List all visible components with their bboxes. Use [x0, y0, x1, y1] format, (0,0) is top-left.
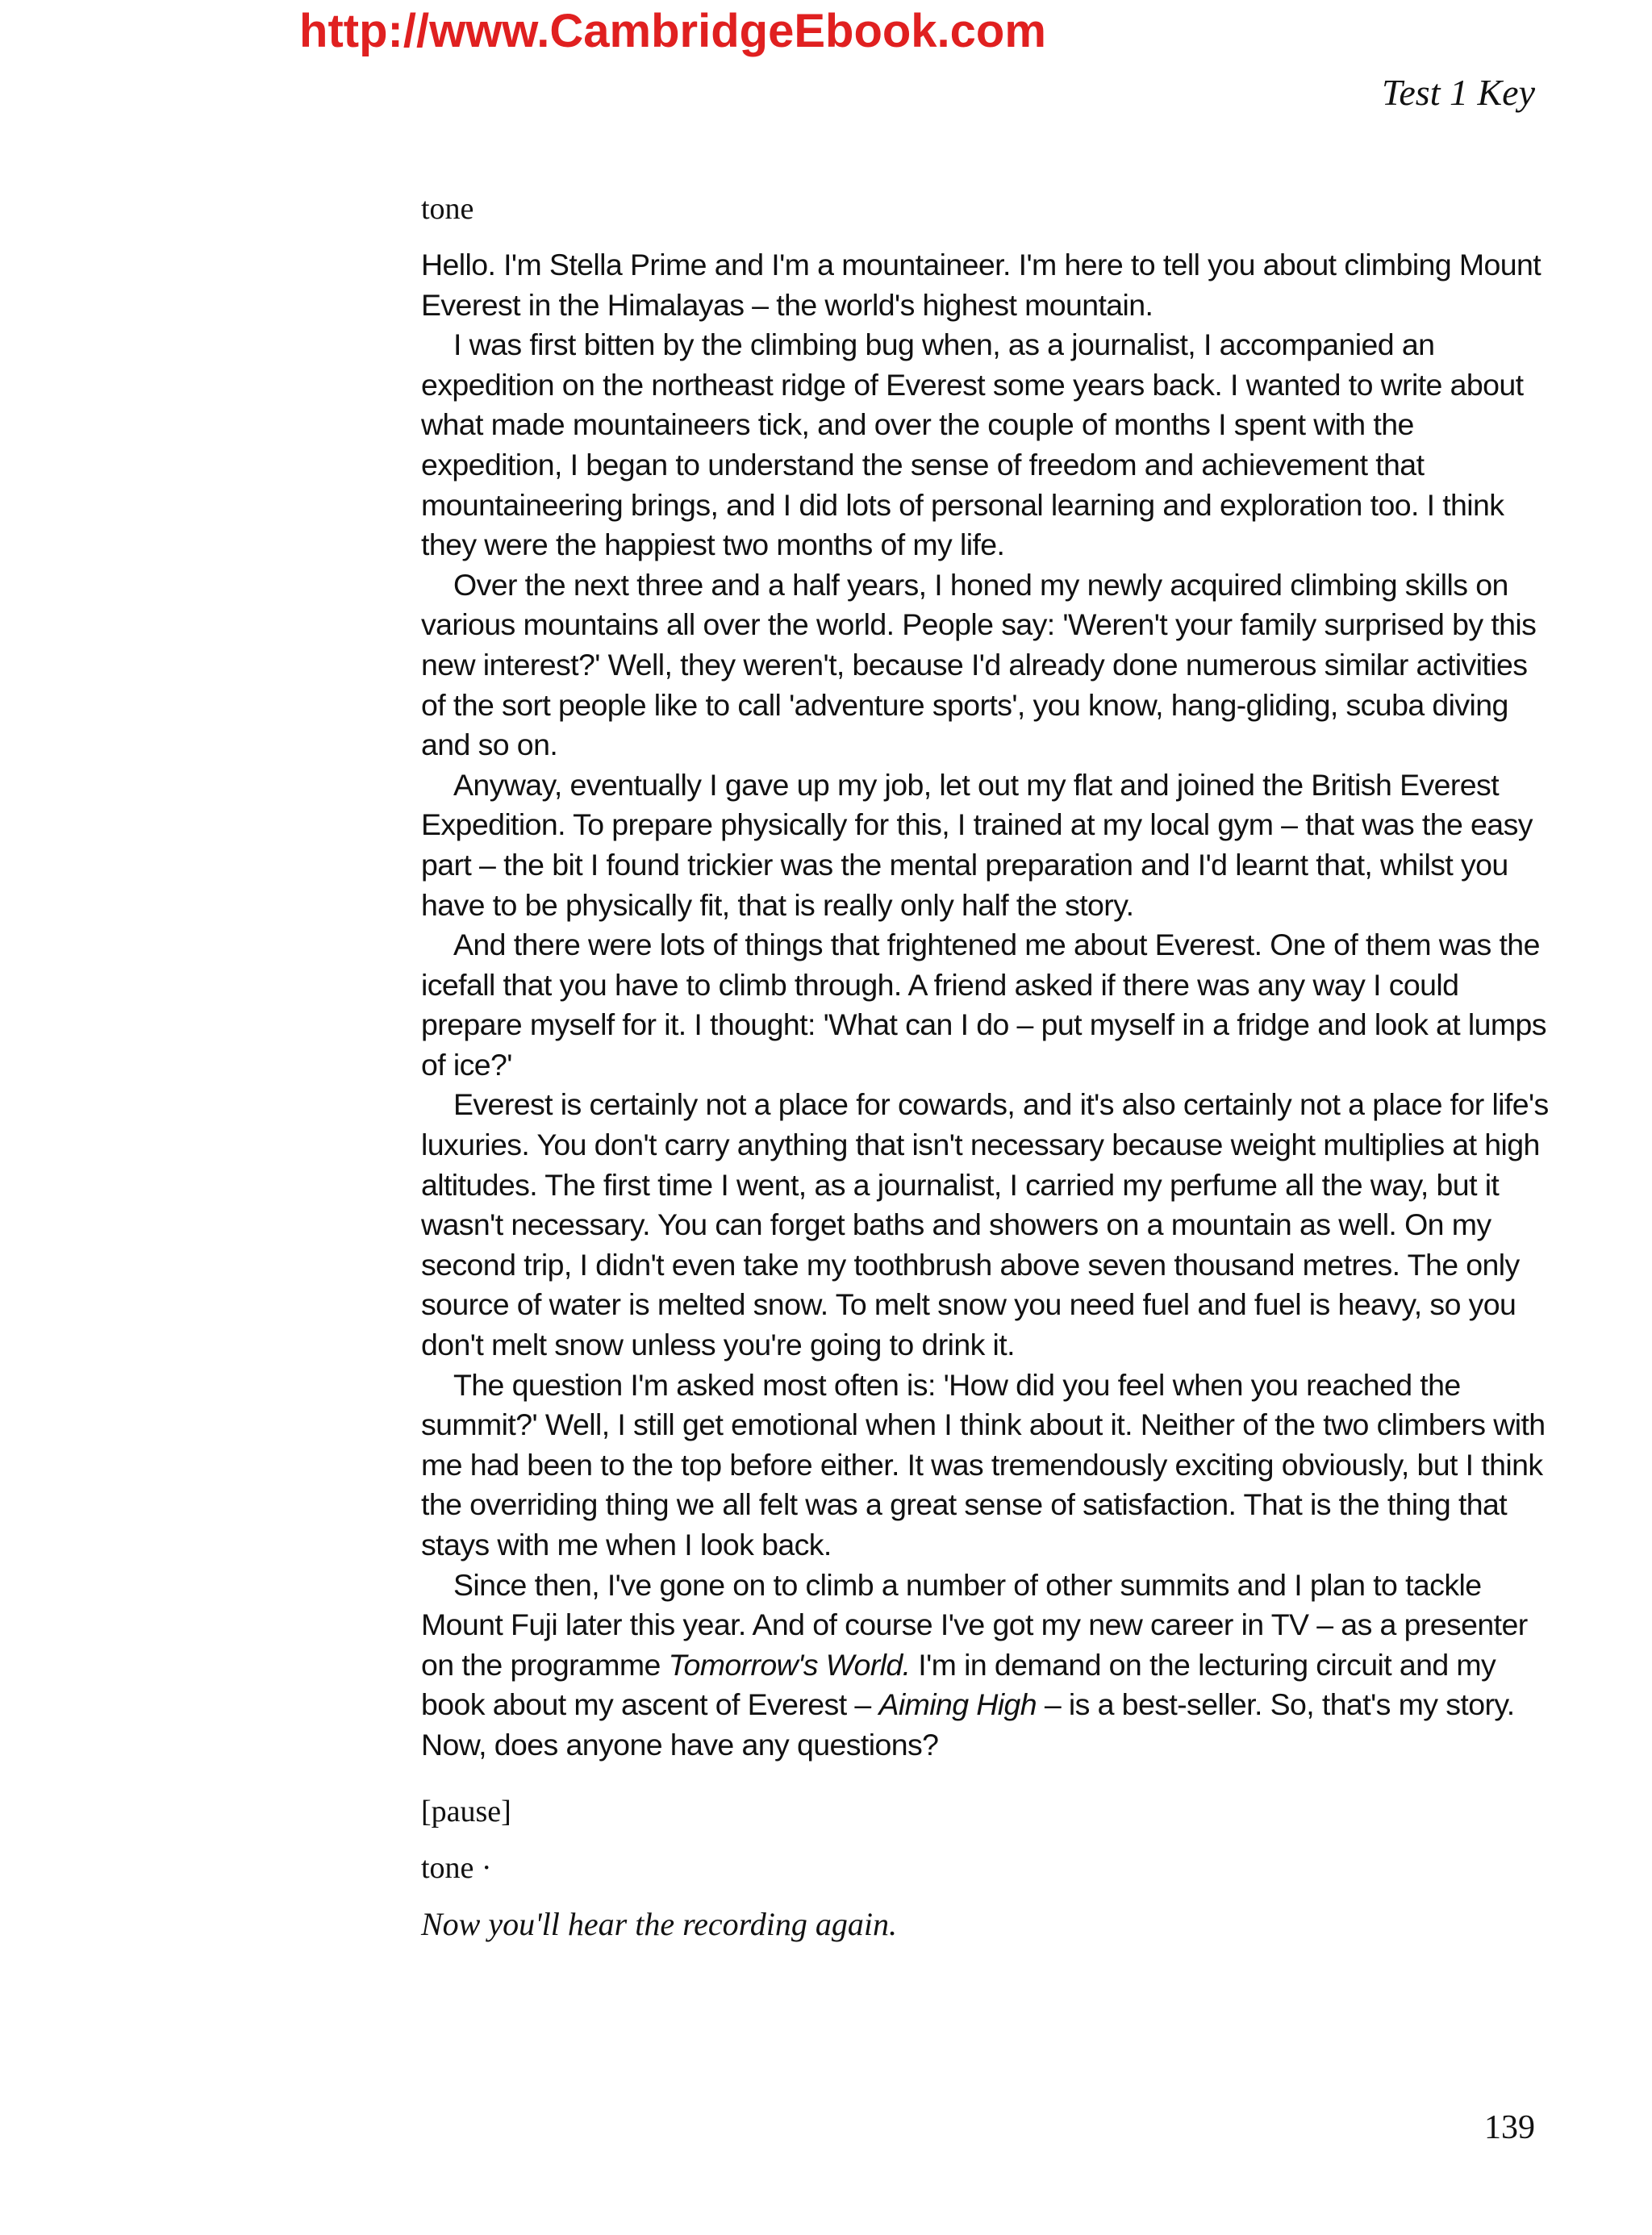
replay-instruction: Now you'll hear the recording again. [421, 1905, 897, 1942]
watermark-url [0, 0, 1652, 63]
transcript-paragraph-final [421, 1566, 1550, 1766]
final-text-part2: I'm in demand on the lecturing circuit and my book about my ascent of Everest – [421, 1647, 1496, 1722]
watermark-text: http://www.CambridgeEbook.com [299, 5, 1046, 57]
book-title: Aiming High [878, 1687, 1037, 1722]
page-number: 139 [1484, 2109, 1535, 2146]
transcript-paragraph: Over the next three and a half years, I honed my newly acquired climbing skills on various mountains all over the world. People say: 'Weren't your family surprised by this new interest?' Well, they weren't, because I'd already done numerous similar activities of the sort people like to call 'adventure sports', you know, hang-gliding, scuba diving and so on. [421, 567, 1537, 762]
transcript-paragraph: Everest is certainly not a place for cowards, and it's also certainly not a place for life's luxuries. You don't carry anything that isn't necessary because weight multiplies at high altitudes. The first time I went, as a journalist, I carried my perfume all the way, but it wasn't necessary. You can forget baths and showers on a mountain as well. On my second trip, I didn't even take my toothbrush above seven thousand metres. The only source of water is melted snow. To melt snow you need fuel and fuel is heavy, so you don't melt snow unless you're going to drink it. [421, 1087, 1549, 1362]
tone-label-end: tone · [421, 1850, 492, 1885]
transcript-paragraph: The question I'm asked most often is: 'How did you feel when you reached the summit?' Well, I still get emotional when I think about it. Neither of the two climbers with me had been to the top before either. It was tremendously exciting obviously, but I think the overriding thing we all felt was a great sense of satisfaction. That is the thing that stays with me when I look back. [421, 1367, 1546, 1562]
tone-label-start: tone [421, 192, 474, 226]
transcript-paragraph: Hello. I'm Stella Prime and I'm a mountaineer. I'm here to tell you about climbing Mount Everest in the Himalayas – the world's highest mountain. [421, 248, 1541, 322]
page-content [421, 187, 1550, 1953]
final-text-part3: – is a best-seller. So, that's my story. Now, does anyone have any questions? [421, 1687, 1515, 1762]
transcript-paragraph: And there were lots of things that frightened me about Everest. One of them was the icefall that you have to climb through. A friend asked if there was any way I could prepare myself for it. I thought: 'What can I do – put myself in a fridge and look at lumps of ice?' [421, 928, 1546, 1082]
pause-label: [pause] [421, 1794, 511, 1828]
running-head: Test 1 Key [1382, 72, 1535, 113]
transcript-body [421, 245, 1550, 1766]
programme-title: Tomorrow's World. [668, 1647, 911, 1682]
transcript-paragraph: Anyway, eventually I gave up my job, let out my flat and joined the British Everest Expedition. To prepare physically for this, I trained at my local gym – that was the easy part – the bit I found trickier was the mental preparation and I'd learnt that, whilst you have to be physically fit, that is really only half the story. [421, 767, 1533, 922]
transcript-paragraph: I was first bitten by the climbing bug when, as a journalist, I accompanied an expedition on the northeast ridge of Everest some years back. I wanted to write about what made mountaineers tick, and over the couple of months I spent with the expedition, I began to understand the sense of freedom and achievement that mountaineering brings, and I did lots of personal learning and exploration too. I think they were the happiest two months of my life. [421, 327, 1524, 562]
after-transcript [421, 1783, 1550, 1953]
final-text-part1: Since then, I've gone on to climb a number of other summits and I plan to tackle Mount Fuji later this year. And of course I've got my new career in TV – as a presenter on the programme [421, 1567, 1528, 1682]
